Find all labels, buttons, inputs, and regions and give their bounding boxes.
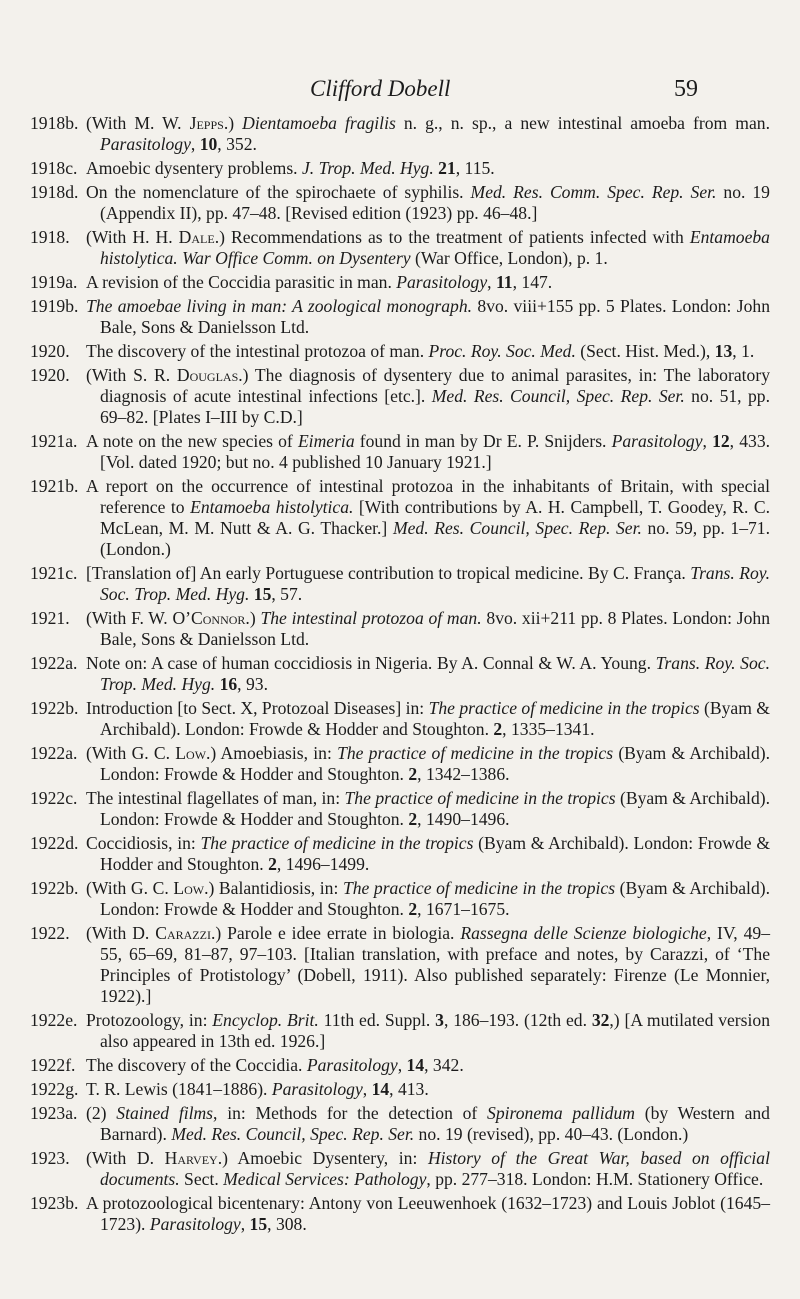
entry-citation: T. R. Lewis (1841–1886). Parasitology, 14, 413. [86,1079,429,1099]
bibliography-entry [30,1193,770,1235]
entry-citation: (With G. C. Low.) Amoebiasis, in: The practice of medicine in the tropics (Byam & Archibald). London: Frowde & Hodder and Stoughton. 2, 1342–1386. [86,743,770,784]
bibliography-list [30,113,770,1235]
entry-citation: (With M. W. Jepps.) Dientamoeba fragilis n. g., n. sp., a new intestinal amoeba from man. Parasitology, 10, 352. [86,113,770,154]
bibliography-entry [30,1010,770,1052]
entry-citation: (With D. Harvey.) Amoebic Dysentery, in: History of the Great War, based on official documents. Sect. Medical Services: Pathology, pp. 277–318. London: H.M. Stationery Office. [86,1148,770,1189]
entry-year-key: 1918d. [30,182,79,202]
entry-citation: Note on: A case of human coccidiosis in Nigeria. By A. Connal & W. A. Young. Trans. Roy. Soc. Trop. Med. Hyg. 16, 93. [86,653,770,694]
entry-citation: (With G. C. Low.) Balantidiosis, in: The practice of medicine in the tropics (Byam & Archibald). London: Frowde & Hodder and Stoughton. 2, 1671–1675. [86,878,770,919]
entry-year-key: 1921a. [30,431,78,451]
entry-citation: A note on the new species of Eimeria found in man by Dr E. P. Snijders. Parasitology, 12, 433. [Vol. dated 1920; but no. 4 published 10 January 1921.] [86,431,771,472]
bibliography-entry [30,158,770,179]
bibliography-entry [30,923,770,1007]
bibliography-entry [30,182,770,224]
bibliography-entry [30,431,770,473]
entry-citation: On the nomenclature of the spirochaete of syphilis. Med. Res. Comm. Spec. Rep. Ser. no. 19 (Appendix II), pp. 47–48. [Revised edition (1923) pp. 46–48.] [86,182,770,223]
bibliography-entry [30,653,770,695]
running-title: Clifford Dobell [310,76,451,101]
entry-year-key: 1922a. [30,653,78,673]
entry-citation: Protozoology, in: Encyclop. Brit. 11th ed. Suppl. 3, 186–193. (12th ed. 32,) [A mutilated version also appeared in 13th ed. 1926.] [86,1010,770,1051]
entry-year-key: 1923a. [30,1103,78,1123]
bibliography-entry [30,1103,770,1145]
entry-citation: (With S. R. Douglas.) The diagnosis of dysentery due to animal parasites, in: The laboratory diagnosis of acute intestinal infections [etc.]. Med. Res. Council, Spec. Rep. Ser. no. 51, pp. 69–82. [Plates I–III by C.D.] [86,365,771,427]
entry-year-key: 1922c. [30,788,78,808]
entry-year-key: 1922e. [30,1010,78,1030]
entry-citation: The discovery of the Coccidia. Parasitology, 14, 342. [86,1055,464,1075]
entry-year-key: 1918c. [30,158,78,178]
entry-citation: (With D. Carazzi.) Parole e idee errate in biologia. Rassegna delle Scienze biologiche, IV, 49–55, 65–69, 81–87, 97–103. [Italian translation, with preface and notes, by Carazzi, of ‘The Principles of Protistology’ (Dobell, 1911). Also published separately: Firenze (Le Monnier, 1922).] [86,923,770,1006]
bibliography-entry [30,227,770,269]
bibliography-entry [30,878,770,920]
bibliography-entry [30,296,770,338]
entry-year-key: 1918b. [30,113,79,133]
bibliography-entry [30,788,770,830]
bibliography-entry [30,272,770,293]
entry-year-key: 1919b. [30,296,79,316]
entry-citation: The intestinal flagellates of man, in: The practice of medicine in the tropics (Byam & Archibald). London: Frowde & Hodder and Stoughton. 2, 1490–1496. [86,788,771,829]
entry-year-key: 1922f. [30,1055,76,1075]
running-head [0,76,800,106]
entry-year-key: 1922a. [30,743,78,763]
entry-citation: Introduction [to Sect. X, Protozoal Diseases] in: The practice of medicine in the tropics (Byam & Archibald). London: Frowde & Hodder and Stoughton. 2, 1335–1341. [86,698,770,739]
entry-year-key: 1919a. [30,272,78,292]
entry-year-key: 1922. [30,923,70,943]
entry-citation: A protozoological bicentenary: Antony von Leeuwenhoek (1632–1723) and Louis Joblot (1645–1723). Parasitology, 15, 308. [86,1193,770,1234]
entry-year-key: 1922d. [30,833,79,853]
bibliography-entry [30,113,770,155]
entry-citation: A revision of the Coccidia parasitic in man. Parasitology, 11, 147. [86,272,553,292]
entry-year-key: 1921b. [30,476,79,496]
page-number: 59 [674,76,698,102]
bibliography-entry [30,1055,770,1076]
entry-citation: The amoebae living in man: A zoological monograph. 8vo. viii+155 pp. 5 Plates. London: John Bale, Sons & Danielsson Ltd. [86,296,770,337]
entry-citation: A report on the occurrence of intestinal protozoa in the inhabitants of Britain, with special reference to Entamoeba histolytica. [With contributions by A. H. Campbell, T. Goodey, R. C. McLean, M. M. Nutt & A. G. Thacker.] Med. Res. Council, Spec. Rep. Ser. no. 59, pp. 1–71. (London.) [86,476,771,559]
entry-year-key: 1922b. [30,698,79,718]
entry-citation: (With F. W. O’Connor.) The intestinal protozoa of man. 8vo. xii+211 pp. 8 Plates. London: John Bale, Sons & Danielsson Ltd. [86,608,771,649]
bibliography-entry [30,1148,770,1190]
bibliography-entry [30,341,770,362]
entry-year-key: 1920. [30,365,70,385]
entry-citation: The discovery of the intestinal protozoa of man. Proc. Roy. Soc. Med. (Sect. Hist. Med.), 13, 1. [86,341,755,361]
entry-citation: Amoebic dysentery problems. J. Trop. Med. Hyg. 21, 115. [86,158,495,178]
bibliography-entry [30,563,770,605]
bibliography-entry [30,833,770,875]
entry-year-key: 1921. [30,608,70,628]
entry-citation: Coccidiosis, in: The practice of medicine in the tropics (Byam & Archibald). London: Frowde & Hodder and Stoughton. 2, 1496–1499. [86,833,770,874]
bibliography-entry [30,608,770,650]
bibliography-entry [30,476,770,560]
entry-year-key: 1920. [30,341,70,361]
entry-year-key: 1918. [30,227,70,247]
entry-citation: [Translation of] An early Portuguese contribution to tropical medicine. By C. França. Trans. Roy. Soc. Trop. Med. Hyg. 15, 57. [86,563,770,604]
entry-citation: (2) Stained films, in: Methods for the detection of Spironema pallidum (by Western and Barnard). Med. Res. Council, Spec. Rep. Ser. no. 19 (revised), pp. 40–43. (London.) [86,1103,770,1144]
bibliography-entry [30,1079,770,1100]
entry-year-key: 1922g. [30,1079,79,1099]
entry-citation: (With H. H. Dale.) Recommendations as to the treatment of patients infected with Entamoeba histolytica. War Office Comm. on Dysentery (War Office, London), p. 1. [86,227,770,268]
entry-year-key: 1921c. [30,563,78,583]
bibliography-entry [30,365,770,428]
bibliography-entry [30,698,770,740]
bibliography-entry [30,743,770,785]
entry-year-key: 1923. [30,1148,70,1168]
entry-year-key: 1922b. [30,878,79,898]
entry-year-key: 1923b. [30,1193,79,1213]
